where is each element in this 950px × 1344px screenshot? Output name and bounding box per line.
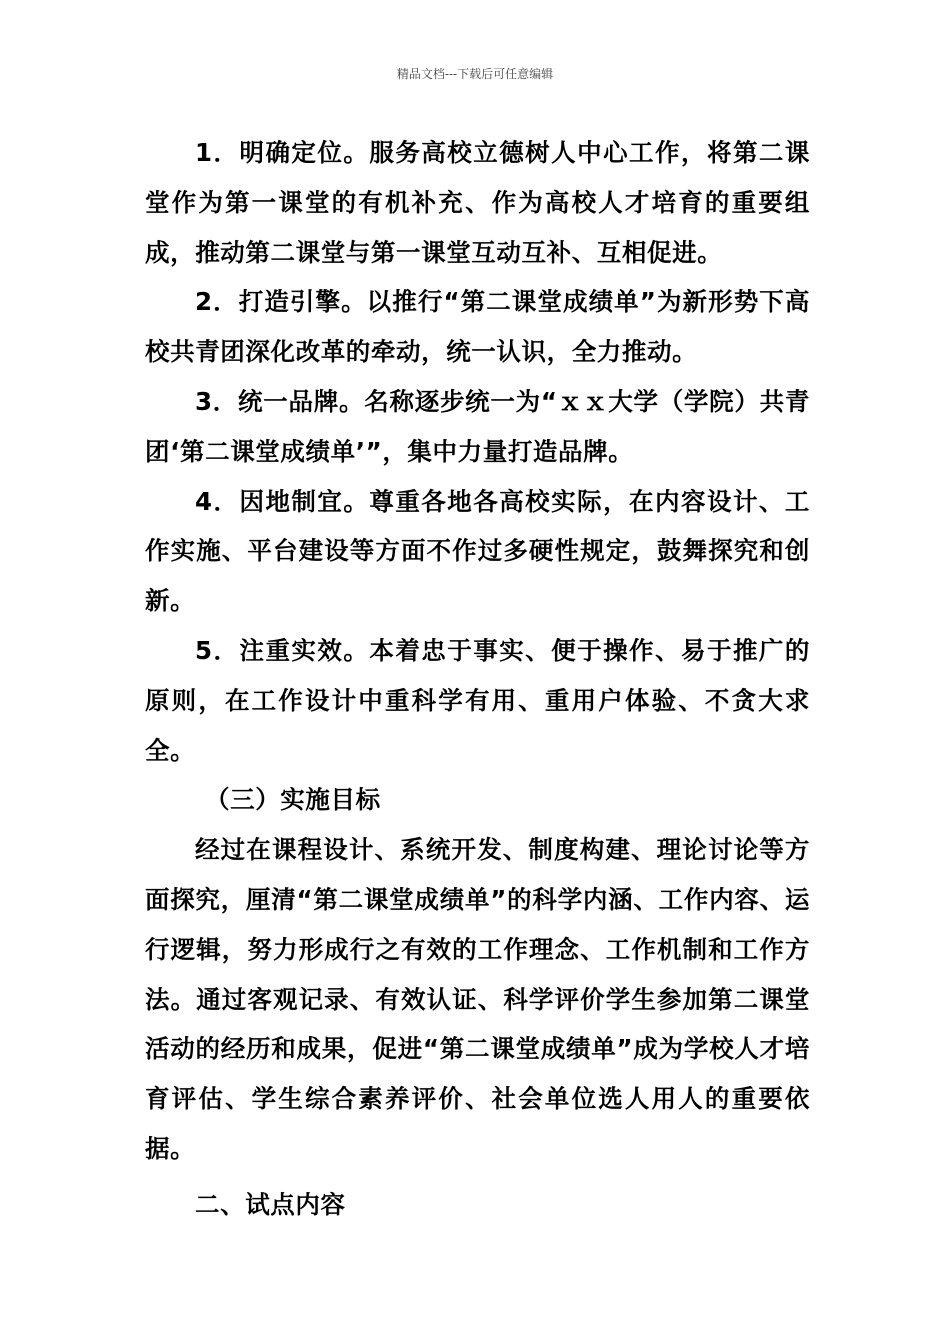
- principle-paragraph-5: 5．注重实效。本着忠于事实、便于操作、易于推广的原则，在工作设计中重科学有用、重用户体验、不贪大求全。: [145, 635, 810, 765]
- principle-paragraph-3: 3．统一品牌。名称逐步统一为“ｘｘ大学（学院）共青团‘第二课堂成绩单’”，集中力量打造品牌。: [145, 386, 810, 466]
- principle-paragraph-4: 4．因地制宜。尊重各地各高校实际，在内容设计、工作实施、平台建设等方面不作过多硬性规定，鼓舞探究和创新。: [145, 486, 810, 616]
- goal-paragraph: 经过在课程设计、系统开发、制度构建、理论讨论等方面探究，厘清“第二课堂成绩单”的科学内涵、工作内容、运行逻辑，努力形成行之有效的工作理念、工作机制和工作方法。通过客观记录、有效认证、科学评价学生参加第二课堂活动的经历和成果，促进“第二课堂成绩单”成为学校人才培育评估、学生综合素养评价、社会单位选人用人的重要依据。: [145, 835, 810, 1163]
- principle-paragraph-2: 2．打造引擎。以推行“第二课堂成绩单”为新形势下高校共青团深化改革的牵动，统一认识，全力推动。: [145, 287, 810, 367]
- document-body: [145, 128, 810, 1230]
- page-header: 精品文档---下载后可任意编辑: [396, 67, 554, 81]
- principle-paragraph-1: 1．明确定位。服务高校立德树人中心工作，将第二课堂作为第一课堂的有机补充、作为高校人才培育的重要组成，推动第二课堂与第一课堂互动互补、互相促进。: [145, 138, 810, 267]
- subsection-heading: （三）实施目标: [205, 785, 381, 815]
- section-heading: 二、试点内容: [195, 1189, 346, 1219]
